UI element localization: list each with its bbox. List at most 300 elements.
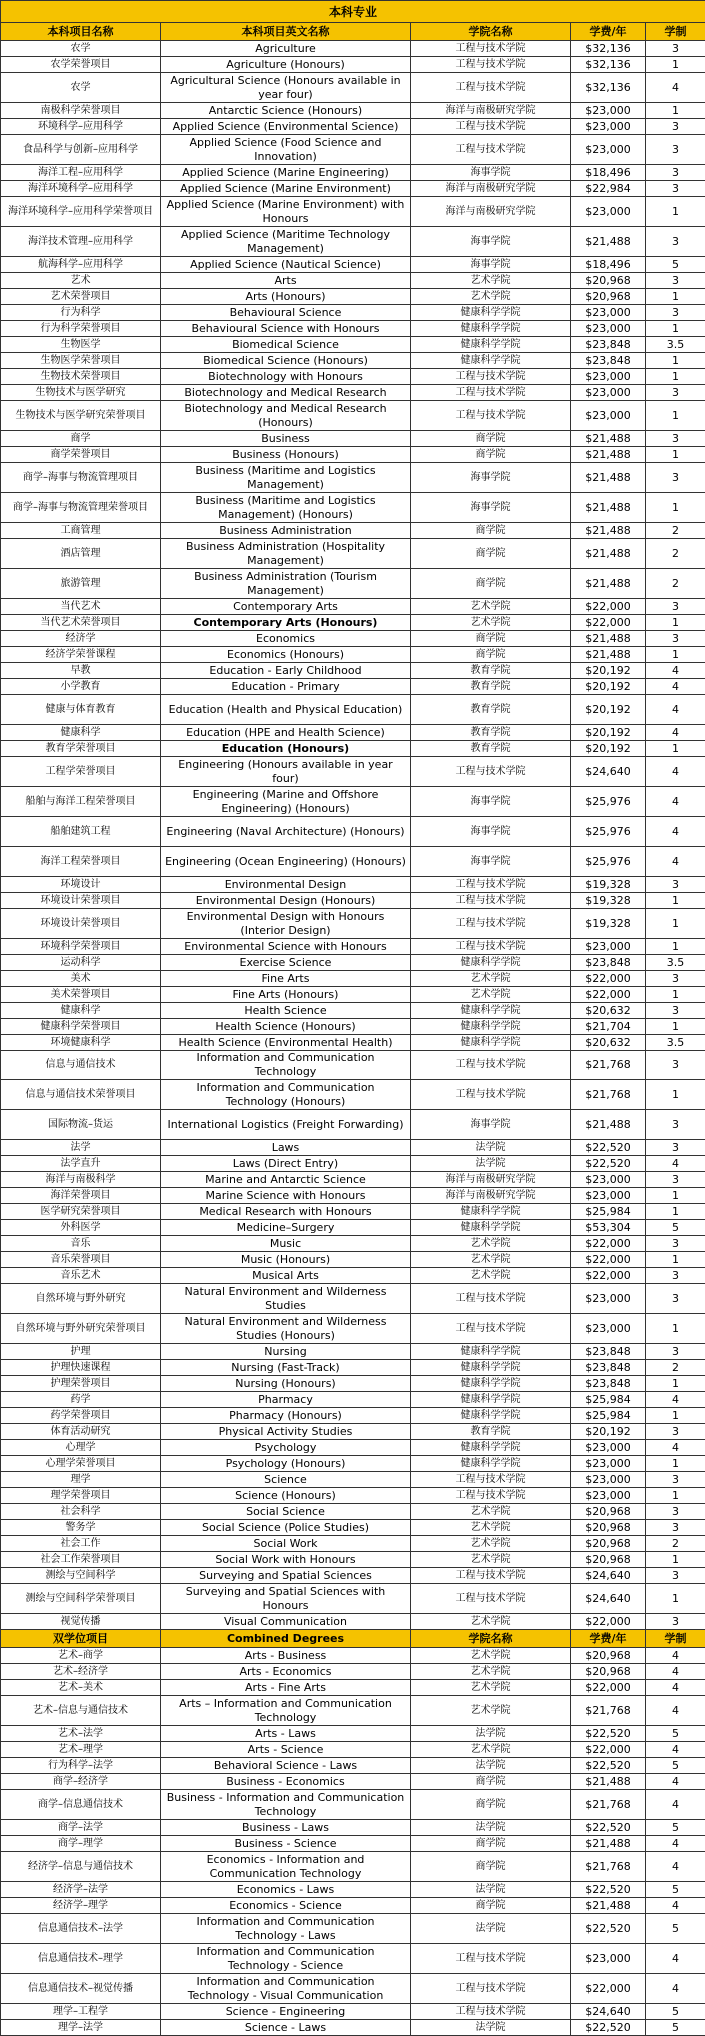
cell-cn-name: 护理快速课程	[1, 1360, 161, 1376]
cell-tuition: $20,192	[571, 741, 646, 757]
cell-cn-name: 艺术–理学	[1, 1742, 161, 1758]
program-row	[1, 741, 705, 757]
cell-en-name: Applied Science (Maritime Technology Management)	[161, 227, 411, 257]
cell-school: 法学院	[411, 1914, 571, 1944]
cell-school: 健康科学学院	[411, 1456, 571, 1472]
cell-cn-name: 农学	[1, 41, 161, 57]
cell-duration: 3	[646, 1172, 705, 1188]
combined-degree-row	[1, 1664, 705, 1680]
cell-en-name: Business (Maritime and Logistics Management)	[161, 463, 411, 493]
cell-tuition: $32,136	[571, 73, 646, 103]
cell-en-name: Environmental Design with Honours (Interior Design)	[161, 909, 411, 939]
cell-tuition: $20,968	[571, 1536, 646, 1552]
cell-school: 海洋与南极研究学院	[411, 1188, 571, 1204]
cell-en-name: Applied Science (Marine Environment) with Honours	[161, 197, 411, 227]
cell-tuition: $22,000	[571, 1236, 646, 1252]
cell-en-name: Environmental Design	[161, 877, 411, 893]
col-header-school: 学院名称	[411, 23, 571, 41]
cell-tuition: $23,000	[571, 1314, 646, 1344]
cell-cn-name: 音乐	[1, 1236, 161, 1252]
cell-school: 工程与技术学院	[411, 385, 571, 401]
cell-tuition: $20,968	[571, 1520, 646, 1536]
cell-tuition: $53,304	[571, 1220, 646, 1236]
cell-duration: 3	[646, 1236, 705, 1252]
cell-tuition: $23,000	[571, 321, 646, 337]
cell-tuition: $23,000	[571, 401, 646, 431]
cell-en-name: Applied Science (Food Science and Innovation)	[161, 135, 411, 165]
cell-cn-name: 健康科学	[1, 1003, 161, 1019]
cell-cn-name: 环境设计荣誉项目	[1, 893, 161, 909]
cell-cn-name: 信息通信技术–理学	[1, 1944, 161, 1974]
cell-school: 健康科学学院	[411, 1392, 571, 1408]
cell-cn-name: 小学教育	[1, 679, 161, 695]
cell-tuition: $20,192	[571, 663, 646, 679]
cell-school: 艺术学院	[411, 615, 571, 631]
cell-duration: 4	[646, 817, 705, 847]
cell-duration: 4	[646, 847, 705, 877]
cell-tuition: $22,000	[571, 971, 646, 987]
cell-en-name: Engineering (Honours available in year four)	[161, 757, 411, 787]
program-row	[1, 1568, 705, 1584]
cell-cn-name: 理学–法学	[1, 2020, 161, 2036]
program-row	[1, 695, 705, 725]
cell-cn-name: 测绘与空间科学荣誉项目	[1, 1584, 161, 1614]
cell-duration: 4	[646, 1790, 705, 1820]
cell-tuition: $20,632	[571, 1003, 646, 1019]
cell-en-name: Education (HPE and Health Science)	[161, 725, 411, 741]
cell-tuition: $25,976	[571, 787, 646, 817]
cell-cn-name: 自然环境与野外研究	[1, 1284, 161, 1314]
program-row	[1, 1614, 705, 1630]
cell-en-name: Business - Economics	[161, 1774, 411, 1790]
cell-duration: 4	[646, 1836, 705, 1852]
cell-duration: 3	[646, 877, 705, 893]
cell-en-name: Arts - Fine Arts	[161, 1680, 411, 1696]
cell-en-name: Psychology	[161, 1440, 411, 1456]
cell-en-name: Agricultural Science (Honours available in year four)	[161, 73, 411, 103]
cell-duration: 5	[646, 257, 705, 273]
program-row	[1, 1360, 705, 1376]
cell-duration: 4	[646, 1974, 705, 2004]
cell-cn-name: 理学	[1, 1472, 161, 1488]
cell-duration: 2	[646, 539, 705, 569]
cell-tuition: $20,968	[571, 1552, 646, 1568]
cell-tuition: $23,000	[571, 305, 646, 321]
cell-tuition: $22,520	[571, 1156, 646, 1172]
cell-tuition: $23,848	[571, 1376, 646, 1392]
cell-school: 海事学院	[411, 1110, 571, 1140]
cell-tuition: $23,000	[571, 135, 646, 165]
cell-cn-name: 当代艺术荣誉项目	[1, 615, 161, 631]
cell-tuition: $21,488	[571, 631, 646, 647]
cell-tuition: $20,192	[571, 1424, 646, 1440]
program-row	[1, 273, 705, 289]
cell-duration: 4	[646, 757, 705, 787]
combined-degrees-body	[1, 1648, 705, 2036]
cell-cn-name: 信息与通信技术荣誉项目	[1, 1080, 161, 1110]
cell-en-name: Science - Laws	[161, 2020, 411, 2036]
combined-degree-row	[1, 1882, 705, 1898]
cell-duration: 1	[646, 369, 705, 385]
cell-duration: 1	[646, 197, 705, 227]
cell-school: 商学院	[411, 1852, 571, 1882]
col-header-en-name: 本科项目英文名称	[161, 23, 411, 41]
cell-cn-name: 理学荣誉项目	[1, 1488, 161, 1504]
cell-cn-name: 护理荣誉项目	[1, 1376, 161, 1392]
cell-duration: 4	[646, 1742, 705, 1758]
cell-en-name: Social Work	[161, 1536, 411, 1552]
program-row	[1, 181, 705, 197]
cell-en-name: Contemporary Arts	[161, 599, 411, 615]
cell-school: 健康科学学院	[411, 321, 571, 337]
program-row	[1, 1284, 705, 1314]
cell-cn-name: 艺术–经济学	[1, 1664, 161, 1680]
cell-tuition: $20,632	[571, 1035, 646, 1051]
cell-duration: 4	[646, 679, 705, 695]
cell-duration: 5	[646, 2020, 705, 2036]
cell-cn-name: 商学–信息通信技术	[1, 1790, 161, 1820]
program-row	[1, 1188, 705, 1204]
cell-tuition: $32,136	[571, 41, 646, 57]
combined-degree-row	[1, 1944, 705, 1974]
cell-en-name: Agriculture (Honours)	[161, 57, 411, 73]
cell-cn-name: 艺术–信息与通信技术	[1, 1696, 161, 1726]
cell-school: 海事学院	[411, 257, 571, 273]
double-col-header-en: Combined Degrees	[161, 1630, 411, 1648]
cell-en-name: Surveying and Spatial Sciences	[161, 1568, 411, 1584]
cell-school: 教育学院	[411, 741, 571, 757]
cell-duration: 3	[646, 1614, 705, 1630]
double-col-header-duration: 学制	[646, 1630, 705, 1648]
cell-cn-name: 工程学荣誉项目	[1, 757, 161, 787]
cell-cn-name: 医学研究荣誉项目	[1, 1204, 161, 1220]
cell-cn-name: 音乐荣誉项目	[1, 1252, 161, 1268]
cell-en-name: Business (Honours)	[161, 447, 411, 463]
cell-school: 商学院	[411, 431, 571, 447]
cell-cn-name: 行为科学–法学	[1, 1758, 161, 1774]
cell-school: 海事学院	[411, 165, 571, 181]
table-title: 本科专业	[1, 1, 705, 23]
program-row	[1, 1268, 705, 1284]
cell-cn-name: 海洋环境科学–应用科学荣誉项目	[1, 197, 161, 227]
col-header-duration: 学制	[646, 23, 705, 41]
cell-school: 工程与技术学院	[411, 369, 571, 385]
cell-duration: 3	[646, 135, 705, 165]
cell-en-name: Social Science (Police Studies)	[161, 1520, 411, 1536]
program-row	[1, 353, 705, 369]
cell-school: 法学院	[411, 1820, 571, 1836]
cell-en-name: Visual Communication	[161, 1614, 411, 1630]
cell-en-name: Music	[161, 1236, 411, 1252]
cell-duration: 4	[646, 1852, 705, 1882]
cell-tuition: $23,000	[571, 197, 646, 227]
cell-en-name: Fine Arts (Honours)	[161, 987, 411, 1003]
cell-duration: 3	[646, 1110, 705, 1140]
cell-tuition: $22,520	[571, 2020, 646, 2036]
cell-duration: 1	[646, 741, 705, 757]
cell-duration: 4	[646, 1898, 705, 1914]
cell-en-name: Applied Science (Environmental Science)	[161, 119, 411, 135]
cell-tuition: $21,768	[571, 1080, 646, 1110]
program-row	[1, 431, 705, 447]
cell-en-name: Exercise Science	[161, 955, 411, 971]
cell-tuition: $20,192	[571, 695, 646, 725]
cell-duration: 1	[646, 1080, 705, 1110]
cell-tuition: $21,768	[571, 1051, 646, 1080]
combined-degree-row	[1, 1726, 705, 1742]
cell-school: 健康科学学院	[411, 1408, 571, 1424]
cell-en-name: Information and Communication Technology (Honours)	[161, 1080, 411, 1110]
cell-duration: 3	[646, 181, 705, 197]
cell-en-name: Laws	[161, 1140, 411, 1156]
cell-duration: 1	[646, 939, 705, 955]
cell-duration: 1	[646, 893, 705, 909]
cell-school: 法学院	[411, 1726, 571, 1742]
cell-en-name: Arts - Science	[161, 1742, 411, 1758]
cell-tuition: $22,984	[571, 181, 646, 197]
cell-school: 健康科学学院	[411, 305, 571, 321]
cell-duration: 2	[646, 1536, 705, 1552]
cell-tuition: $22,000	[571, 1974, 646, 2004]
cell-school: 海事学院	[411, 847, 571, 877]
cell-tuition: $19,328	[571, 893, 646, 909]
cell-cn-name: 南极科学荣誉项目	[1, 103, 161, 119]
cell-duration: 3	[646, 599, 705, 615]
cell-en-name: Information and Communication Technology - Laws	[161, 1914, 411, 1944]
cell-en-name: Nursing	[161, 1344, 411, 1360]
cell-duration: 4	[646, 695, 705, 725]
program-row	[1, 321, 705, 337]
combined-degree-row	[1, 1742, 705, 1758]
cell-en-name: Science - Engineering	[161, 2004, 411, 2020]
cell-tuition: $21,488	[571, 569, 646, 599]
program-row	[1, 909, 705, 939]
cell-school: 艺术学院	[411, 971, 571, 987]
program-row	[1, 1110, 705, 1140]
cell-cn-name: 警务学	[1, 1520, 161, 1536]
cell-en-name: Behavioral Science - Laws	[161, 1758, 411, 1774]
program-row	[1, 599, 705, 615]
cell-cn-name: 商学–理学	[1, 1836, 161, 1852]
cell-school: 健康科学学院	[411, 1344, 571, 1360]
cell-duration: 3	[646, 631, 705, 647]
cell-duration: 5	[646, 1758, 705, 1774]
cell-en-name: Natural Environment and Wilderness Studies (Honours)	[161, 1314, 411, 1344]
cell-school: 健康科学学院	[411, 1360, 571, 1376]
cell-en-name: Applied Science (Nautical Science)	[161, 257, 411, 273]
cell-school: 工程与技术学院	[411, 1488, 571, 1504]
cell-cn-name: 健康科学荣誉项目	[1, 1019, 161, 1035]
cell-school: 教育学院	[411, 725, 571, 741]
program-row	[1, 1392, 705, 1408]
cell-tuition: $23,000	[571, 1944, 646, 1974]
cell-school: 艺术学院	[411, 1236, 571, 1252]
cell-duration: 4	[646, 663, 705, 679]
cell-duration: 3	[646, 1051, 705, 1080]
cell-school: 商学院	[411, 631, 571, 647]
cell-en-name: Arts – Information and Communication Technology	[161, 1696, 411, 1726]
cell-cn-name: 食品科学与创新–应用科学	[1, 135, 161, 165]
cell-duration: 3	[646, 119, 705, 135]
cell-en-name: Health Science	[161, 1003, 411, 1019]
cell-school: 工程与技术学院	[411, 1051, 571, 1080]
cell-tuition: $21,488	[571, 431, 646, 447]
cell-cn-name: 环境科学–应用科学	[1, 119, 161, 135]
cell-duration: 5	[646, 2004, 705, 2020]
cell-cn-name: 生物技术荣誉项目	[1, 369, 161, 385]
cell-cn-name: 信息通信技术–法学	[1, 1914, 161, 1944]
program-row	[1, 569, 705, 599]
cell-en-name: Fine Arts	[161, 971, 411, 987]
cell-school: 法学院	[411, 1156, 571, 1172]
program-row	[1, 539, 705, 569]
cell-cn-name: 商学–海事与物流管理荣誉项目	[1, 493, 161, 523]
program-row	[1, 631, 705, 647]
cell-school: 健康科学学院	[411, 1376, 571, 1392]
cell-school: 艺术学院	[411, 1664, 571, 1680]
cell-tuition: $23,848	[571, 1360, 646, 1376]
program-row	[1, 1456, 705, 1472]
cell-school: 商学院	[411, 447, 571, 463]
program-row	[1, 289, 705, 305]
cell-tuition: $21,488	[571, 647, 646, 663]
cell-tuition: $23,000	[571, 1472, 646, 1488]
double-col-header-tuition: 学费/年	[571, 1630, 646, 1648]
cell-cn-name: 环境科学荣誉项目	[1, 939, 161, 955]
cell-en-name: Business	[161, 431, 411, 447]
cell-en-name: Business (Maritime and Logistics Management) (Honours)	[161, 493, 411, 523]
cell-en-name: Nursing (Honours)	[161, 1376, 411, 1392]
cell-duration: 1	[646, 1488, 705, 1504]
cell-cn-name: 商学–海事与物流管理项目	[1, 463, 161, 493]
cell-school: 商学院	[411, 647, 571, 663]
cell-school: 健康科学学院	[411, 353, 571, 369]
program-row	[1, 523, 705, 539]
cell-en-name: Education - Early Childhood	[161, 663, 411, 679]
program-row	[1, 257, 705, 273]
cell-en-name: Pharmacy (Honours)	[161, 1408, 411, 1424]
cell-cn-name: 当代艺术	[1, 599, 161, 615]
cell-cn-name: 测绘与空间科学	[1, 1568, 161, 1584]
cell-duration: 4	[646, 1392, 705, 1408]
program-row	[1, 1584, 705, 1614]
cell-school: 艺术学院	[411, 1696, 571, 1726]
cell-cn-name: 美术荣誉项目	[1, 987, 161, 1003]
cell-school: 海事学院	[411, 493, 571, 523]
cell-duration: 3.5	[646, 337, 705, 353]
cell-duration: 1	[646, 1552, 705, 1568]
cell-tuition: $23,848	[571, 1344, 646, 1360]
combined-degree-row	[1, 1680, 705, 1696]
program-row	[1, 877, 705, 893]
combined-degree-row	[1, 1648, 705, 1664]
program-row	[1, 1035, 705, 1051]
cell-tuition: $21,488	[571, 447, 646, 463]
program-row	[1, 971, 705, 987]
cell-school: 商学院	[411, 539, 571, 569]
combined-degree-row	[1, 1820, 705, 1836]
cell-duration: 3	[646, 1504, 705, 1520]
cell-tuition: $21,488	[571, 493, 646, 523]
cell-tuition: $19,328	[571, 909, 646, 939]
combined-degree-row	[1, 1836, 705, 1852]
cell-en-name: Health Science (Honours)	[161, 1019, 411, 1035]
cell-en-name: Science (Honours)	[161, 1488, 411, 1504]
program-row	[1, 1376, 705, 1392]
cell-school: 健康科学学院	[411, 955, 571, 971]
cell-school: 工程与技术学院	[411, 1568, 571, 1584]
cell-tuition: $18,496	[571, 257, 646, 273]
cell-cn-name: 自然环境与野外研究荣誉项目	[1, 1314, 161, 1344]
cell-tuition: $23,848	[571, 337, 646, 353]
program-row	[1, 1252, 705, 1268]
cell-duration: 2	[646, 569, 705, 599]
program-row	[1, 1140, 705, 1156]
cell-school: 工程与技术学院	[411, 1944, 571, 1974]
cell-duration: 1	[646, 447, 705, 463]
cell-tuition: $21,488	[571, 1110, 646, 1140]
cell-cn-name: 商学荣誉项目	[1, 447, 161, 463]
cell-school: 工程与技术学院	[411, 41, 571, 57]
cell-en-name: Economics - Information and Communication Technology	[161, 1852, 411, 1882]
cell-en-name: Psychology (Honours)	[161, 1456, 411, 1472]
cell-tuition: $21,768	[571, 1790, 646, 1820]
cell-cn-name: 农学	[1, 73, 161, 103]
program-row	[1, 757, 705, 787]
cell-school: 工程与技术学院	[411, 757, 571, 787]
cell-school: 艺术学院	[411, 1268, 571, 1284]
cell-duration: 5	[646, 1882, 705, 1898]
cell-en-name: Education (Honours)	[161, 741, 411, 757]
cell-duration: 1	[646, 1408, 705, 1424]
cell-cn-name: 商学	[1, 431, 161, 447]
cell-cn-name: 环境设计荣誉项目	[1, 909, 161, 939]
program-row	[1, 1080, 705, 1110]
program-row	[1, 1220, 705, 1236]
cell-en-name: Arts	[161, 273, 411, 289]
cell-school: 工程与技术学院	[411, 1472, 571, 1488]
cell-cn-name: 行为科学	[1, 305, 161, 321]
cell-cn-name: 早教	[1, 663, 161, 679]
cell-school: 艺术学院	[411, 1252, 571, 1268]
cell-en-name: Marine Science with Honours	[161, 1188, 411, 1204]
program-row	[1, 1424, 705, 1440]
cell-tuition: $23,000	[571, 385, 646, 401]
program-row	[1, 463, 705, 493]
cell-cn-name: 社会科学	[1, 1504, 161, 1520]
cell-school: 商学院	[411, 569, 571, 599]
cell-school: 健康科学学院	[411, 1019, 571, 1035]
program-row	[1, 1552, 705, 1568]
cell-cn-name: 外科医学	[1, 1220, 161, 1236]
program-row	[1, 1472, 705, 1488]
cell-school: 工程与技术学院	[411, 1080, 571, 1110]
cell-duration: 5	[646, 1726, 705, 1742]
double-col-header-cn: 双学位项目	[1, 1630, 161, 1648]
program-row	[1, 57, 705, 73]
cell-school: 艺术学院	[411, 1552, 571, 1568]
cell-school: 工程与技术学院	[411, 73, 571, 103]
cell-tuition: $23,000	[571, 1188, 646, 1204]
program-row	[1, 103, 705, 119]
cell-cn-name: 航海科学–应用科学	[1, 257, 161, 273]
cell-cn-name: 生物医学荣誉项目	[1, 353, 161, 369]
cell-en-name: Agriculture	[161, 41, 411, 57]
cell-cn-name: 经济学荣誉课程	[1, 647, 161, 663]
cell-cn-name: 艺术	[1, 273, 161, 289]
cell-school: 法学院	[411, 1758, 571, 1774]
program-row	[1, 1172, 705, 1188]
